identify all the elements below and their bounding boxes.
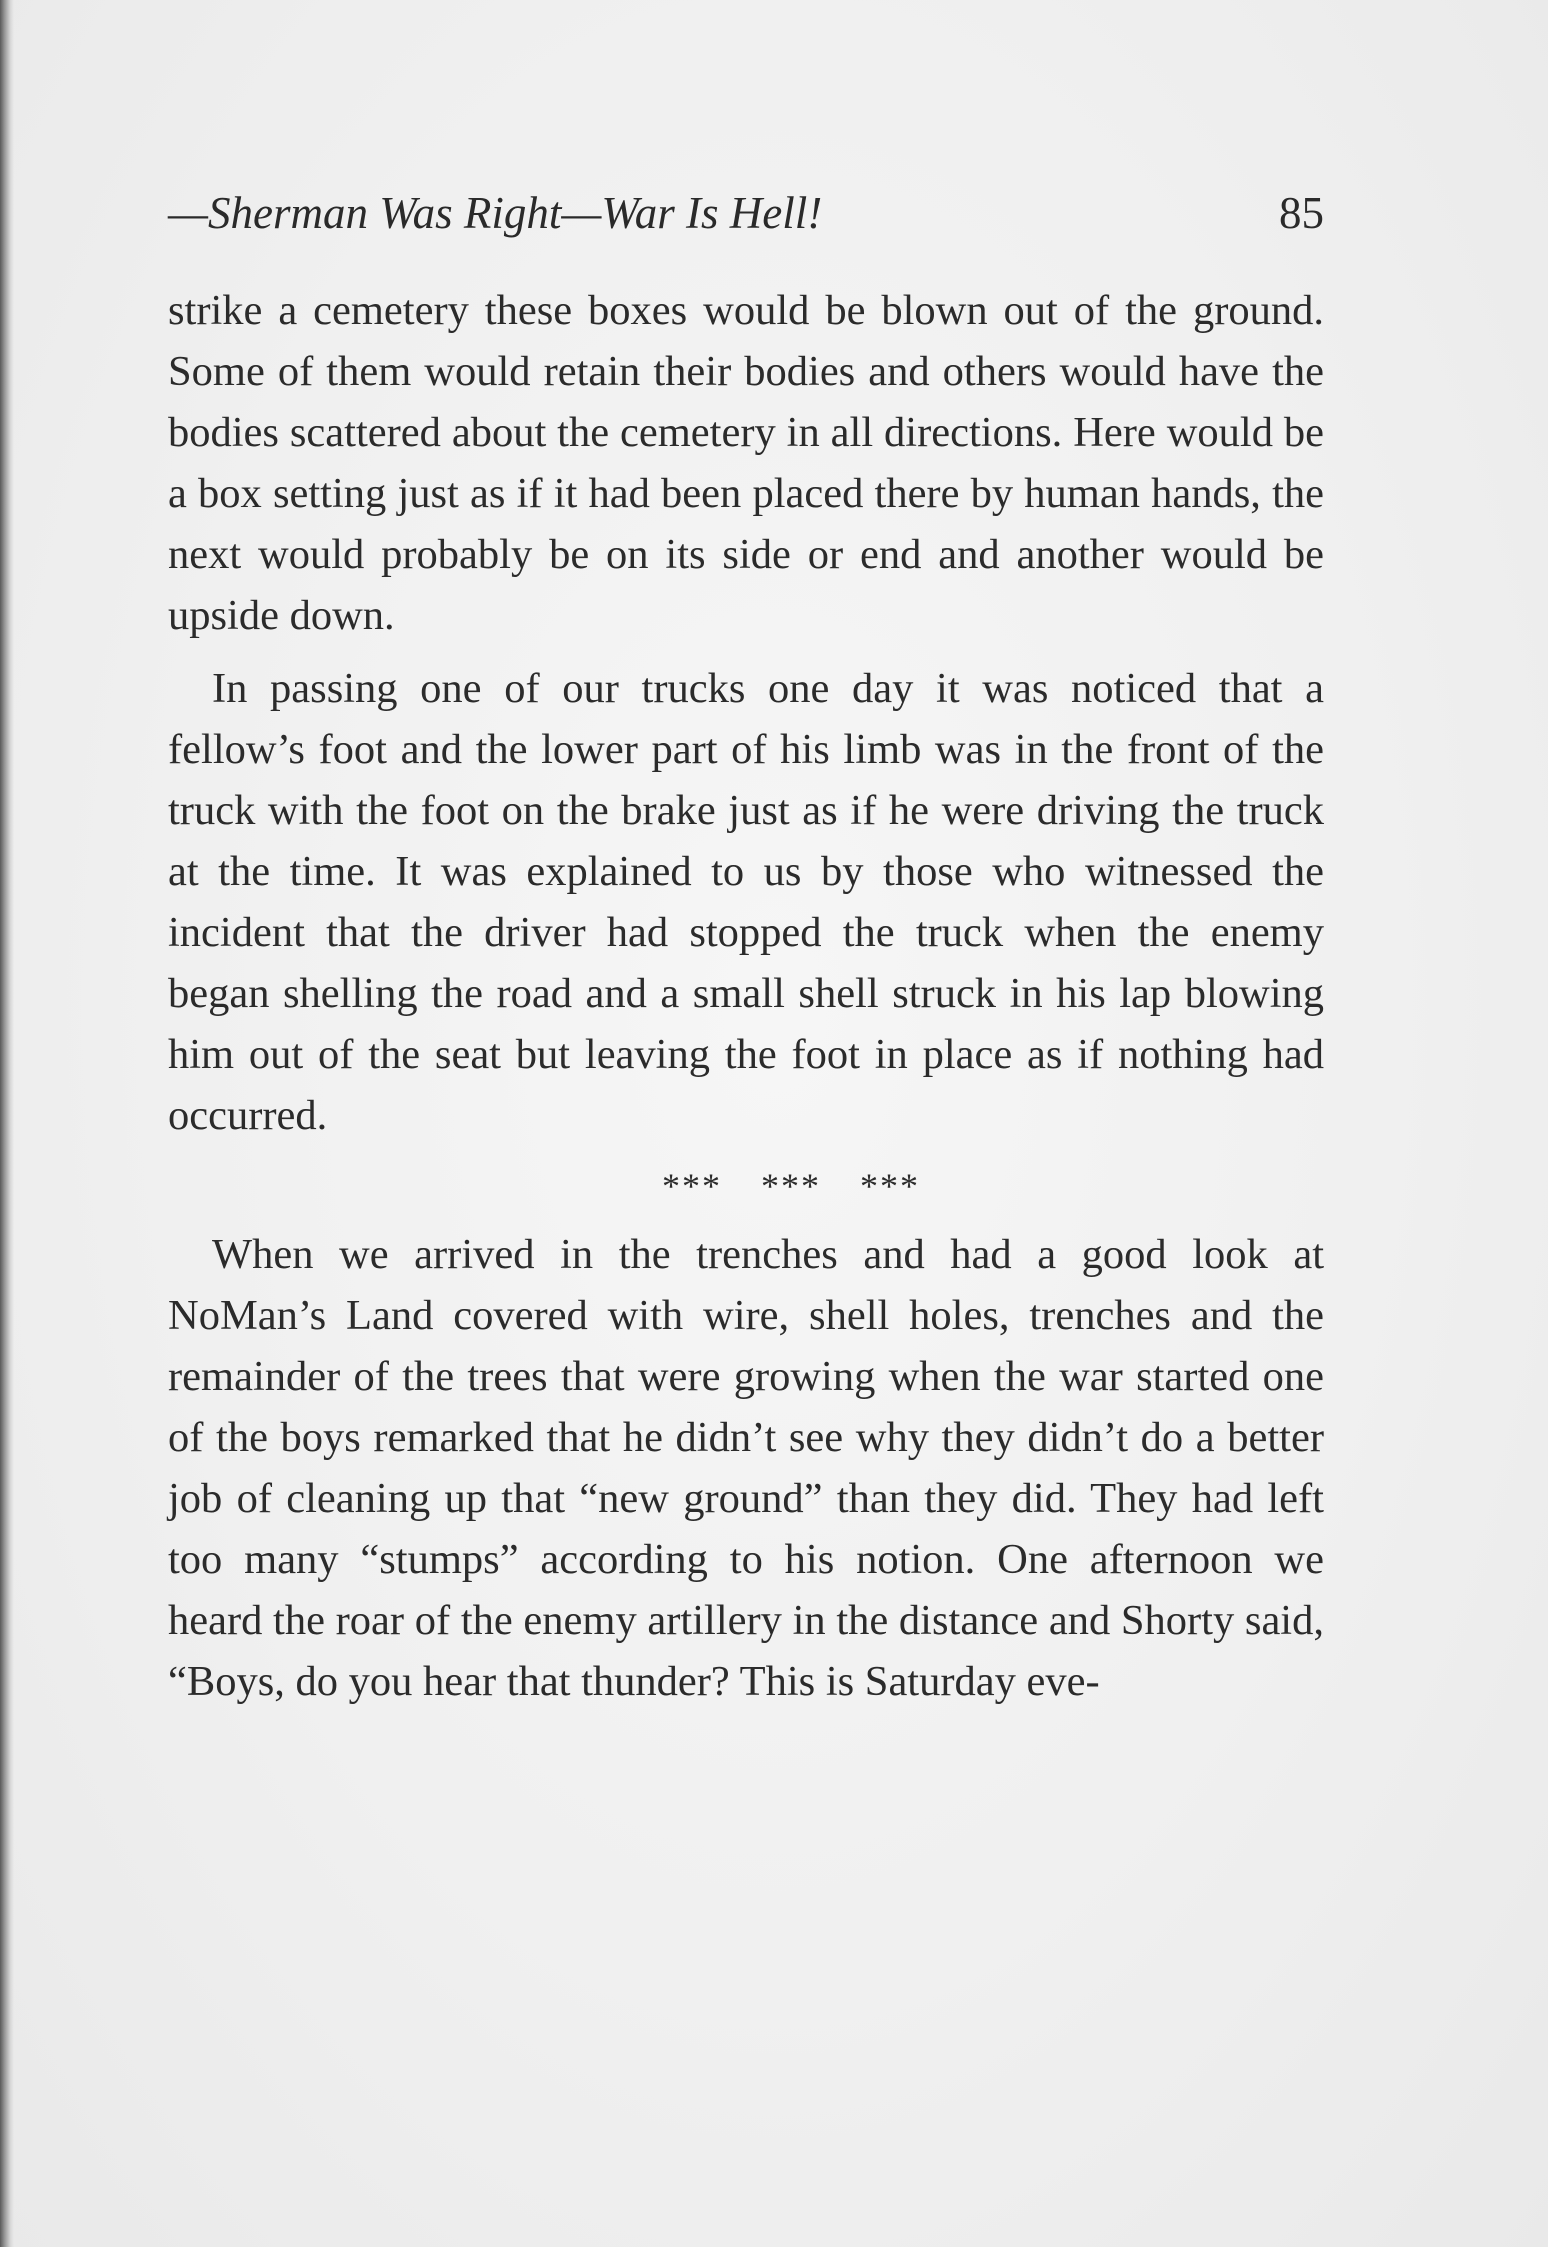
- page-binding-edge: [0, 0, 14, 2247]
- page-header: [168, 183, 1324, 253]
- section-separator: *** *** ***: [662, 1166, 920, 1206]
- page-number: 85: [1279, 188, 1324, 238]
- paragraph-trenches: When we arrived in the trenches and had a good look at NoMan’s Land covered with wire, shell holes, trenches and the remainder of the trees that were growing when the war started one of the boys remarked that he didn’t see why they didn’t do a better job of cleaning up that “new ground” than they did. They had left too many “stumps” according to his notion. One afternoon we heard the roar of the enemy artillery in the distance and Shorty said, “Boys, do you hear that thunder? This is Saturday eve-: [168, 1231, 1324, 1705]
- paragraph-truck-incident: In passing one of our trucks one day it was noticed that a fellow’s foot and the lower part of his limb was in the front of the truck with the foot on the brake just as if he were driving the truck at the time. It was explained to us by those who witnessed the incident that the driver had stopped the truck when the enemy began shelling the road and a small shell struck in his lap blowing him out of the seat but leaving the foot in place as if nothing had occurred.: [168, 665, 1324, 1139]
- running-title: —Sherman Was Right—War Is Hell!: [168, 188, 823, 238]
- paragraph-continued: strike a cemetery these boxes would be blown out of the ground. Some of them would retain their bodies and others would have the bodies scattered about the cemetery in all directions. Here would be a box setting just as if it had been placed there by human hands, the next would probably be on its side or end and another would be upside down.: [168, 287, 1324, 639]
- body-text: [168, 280, 1324, 1712]
